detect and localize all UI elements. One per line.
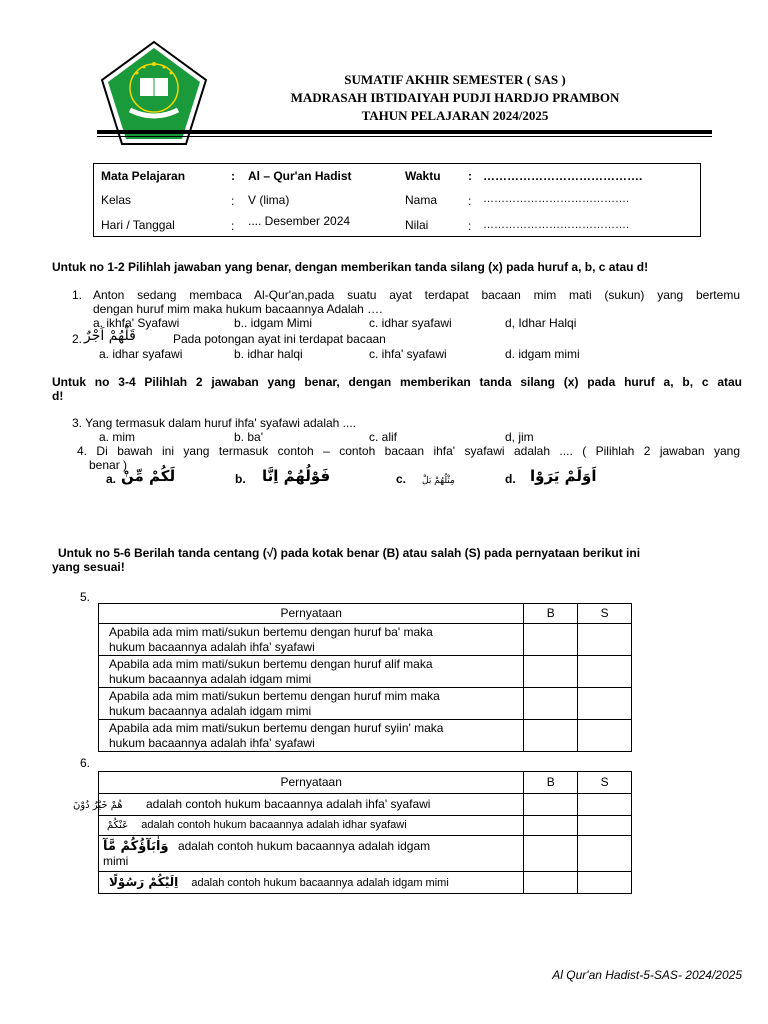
colon: : [231, 194, 235, 208]
q2-option-c[interactable]: c. ihfa' syafawi [369, 347, 447, 361]
q1-option-d[interactable]: d, Idhar Halqi [505, 316, 577, 330]
row-text-cont: mimi [103, 853, 129, 868]
q4-text-line1: 4. Di bawah ini yang termasuk contoh – contoh bacaan ihfa' syafawi adalah .... ( Pilihlah 2 jawaban yang [77, 444, 740, 458]
colon: : [231, 219, 235, 233]
answer-s-box[interactable] [578, 794, 632, 816]
header-rule-thin [97, 136, 712, 137]
q2-number: 2. [72, 332, 83, 346]
col-b: B [524, 772, 578, 794]
q4-option-b-arabic[interactable]: فَوْلُهُمْ اِنَّا [262, 467, 331, 485]
answer-s-box[interactable] [578, 872, 632, 894]
table-row [99, 836, 632, 872]
section3-instruction-line2: yang sesuai! [52, 560, 125, 574]
answer-b-box[interactable] [524, 816, 578, 836]
table-row [99, 624, 632, 656]
statement-cell: Apabila ada mim mati/sukun bertemu dengan huruf alif maka hukum bacaannya adalah idgam mimi [99, 656, 524, 688]
row-arabic: وَاٰبَآؤُكُمْ مَّآ [103, 838, 169, 854]
q1-option-c[interactable]: c. idhar syafawi [369, 316, 452, 330]
q4-option-a-label[interactable]: a. [106, 472, 117, 486]
table-row [99, 656, 632, 688]
statement-cell: Apabila ada mim mati/sukun bertemu dengan huruf syiin' maka hukum bacaannya adalah ihfa' syafawi [99, 720, 524, 752]
table-row [99, 794, 632, 816]
answer-b-box[interactable] [524, 688, 578, 720]
col-s: S [578, 604, 632, 624]
table-row [99, 720, 632, 752]
answer-b-box[interactable] [524, 794, 578, 816]
header-line2: MADRASAH IBTIDAIYAH PUDJI HARDJO PRAMBON [290, 90, 620, 105]
row-text: adalah contoh hukum bacaannya adalah idgam [177, 838, 431, 853]
table-row [99, 688, 632, 720]
q3-option-a[interactable]: a. mim [99, 430, 135, 444]
q1-text-line1: Anton sedang membaca Al-Qur'an,pada suatu ayat terdapat bacaan mim mati (sukun) yang bertemu [93, 288, 740, 302]
q1-option-a[interactable]: a. ikhfa' Syafawi [93, 316, 180, 330]
page-footer: Al Qur'an Hadist-5-SAS- 2024/2025 [552, 968, 742, 982]
answer-s-box[interactable] [578, 816, 632, 836]
colon: : [231, 169, 235, 183]
statement-cell [99, 836, 524, 872]
colon: : [468, 169, 472, 183]
q1-text-line2: dengan huruf mim maka hukum bacaannya Adalah …. [93, 302, 383, 316]
col-b: B [524, 604, 578, 624]
q4-text-line2: benar ) [89, 458, 128, 472]
row-text: adalah contoh hukum bacaannya adalah idgam mimi [191, 876, 449, 889]
q2-option-a[interactable]: a. idhar syafawi [99, 347, 183, 361]
colon: : [468, 219, 472, 233]
answer-b-box[interactable] [524, 836, 578, 872]
waktu-value[interactable]: …………………………………. [483, 169, 643, 183]
section1-instruction: Untuk no 1-2 Pilihlah jawaban yang benar, dengan memberikan tanda silang (x) pada huruf a, b, c atau d! [52, 260, 649, 274]
q2-option-d[interactable]: d. idgam mimi [505, 347, 580, 361]
row-text: adalah contoh hukum bacaannya adalah ihfa' syafawi [145, 796, 431, 811]
colon: : [468, 194, 472, 208]
statement-cell [73, 794, 524, 816]
q2-arabic: قَلْهُمْ اَجْرٌ [84, 328, 136, 344]
row-text: adalah contoh hukum bacaannya adalah idhar syafawi [141, 819, 407, 831]
table-row [99, 816, 632, 836]
header-line3: TAHUN PELAJARAN 2024/2025 [361, 108, 549, 123]
nilai-value[interactable]: …………………………………. [483, 219, 630, 231]
q4-option-a-arabic[interactable]: لَكُمْ مِّنْ [121, 467, 176, 485]
q6-table [73, 771, 632, 894]
q3-option-b[interactable]: b. ba' [234, 430, 263, 444]
q2-text: Pada potongan ayat ini terdapat bacaan [173, 332, 386, 346]
answer-s-box[interactable] [578, 624, 632, 656]
nama-label: Nama [405, 193, 438, 207]
hari-value: .... Desember 2024 [248, 214, 351, 228]
kelas-value: V (lima) [248, 193, 290, 207]
kelas-label: Kelas [101, 193, 132, 207]
answer-s-box[interactable] [578, 688, 632, 720]
row-arabic: هُمْ خَيْرٌ دُوْنَ [73, 799, 123, 811]
statement-cell: Apabila ada mim mati/sukun bertemu dengan huruf mim maka hukum bacaannya adalah idgam mimi [99, 688, 524, 720]
answer-b-box[interactable] [524, 720, 578, 752]
q4-option-d-label[interactable]: d. [505, 472, 516, 486]
q5-table [98, 603, 632, 752]
answer-b-box[interactable] [524, 624, 578, 656]
section3-instruction-line1: Untuk no 5-6 Berilah tanda centang (√) pada kotak benar (B) atau salah (S) pada pernyataan berikut ini [58, 546, 641, 560]
waktu-label: Waktu [405, 169, 441, 183]
statement-cell [99, 816, 524, 836]
nama-value[interactable]: …………………………………. [483, 193, 630, 205]
answer-s-box[interactable] [578, 836, 632, 872]
answer-s-box[interactable] [578, 656, 632, 688]
q3-text: 3. Yang termasuk dalam huruf ihfa' syafawi adalah .... [72, 416, 357, 430]
q1-number: 1. [72, 288, 83, 302]
q5-number: 5. [80, 590, 91, 604]
section2-instruction-line1: Untuk no 3-4 Pilihlah 2 jawaban yang benar, dengan memberikan tanda silang (x) pada huruf a, b, c atau [52, 375, 742, 389]
q2-option-b[interactable]: b. idhar halqi [234, 347, 303, 361]
q4-option-d-arabic[interactable]: اَوَلَمْ يَرَوْا [530, 467, 597, 485]
q4-option-c-arabic[interactable]: مِثْلُهُمْ بَلْ [422, 476, 455, 486]
answer-s-box[interactable] [578, 720, 632, 752]
q4-option-c-label[interactable]: c. [396, 472, 407, 486]
header-rule [97, 130, 712, 134]
mapel-value: Al – Qur'an Hadist [248, 169, 352, 183]
row-arabic: عَنْكُمْ [107, 820, 129, 831]
header-line1: SUMATIF AKHIR SEMESTER ( SAS ) [344, 72, 566, 87]
statement-cell: Apabila ada mim mati/sukun bertemu dengan huruf ba' maka hukum bacaannya adalah ihfa' syafawi [99, 624, 524, 656]
section2-instruction-line2: d! [52, 389, 64, 403]
q1-option-b[interactable]: b.. idgam Mimi [234, 316, 313, 330]
student-info-box [93, 163, 701, 237]
q3-option-d[interactable]: d, jim [505, 430, 534, 444]
q4-option-b-label[interactable]: b. [235, 472, 246, 486]
col-s: S [578, 772, 632, 794]
answer-b-box[interactable] [524, 656, 578, 688]
statement-cell [99, 872, 524, 894]
col-pernyataan: Pernyataan [99, 604, 524, 624]
row-arabic: اِلَيْكُمْ رَسُوْلًا [109, 874, 179, 889]
q6-number: 6. [80, 756, 91, 770]
nilai-label: Nilai [405, 218, 429, 232]
hari-label: Hari / Tanggal [101, 218, 175, 232]
q3-option-c[interactable]: c. alif [369, 430, 398, 444]
mapel-label: Mata Pelajaran [101, 169, 186, 183]
col-pernyataan: Pernyataan [99, 772, 524, 794]
table-row [99, 872, 632, 894]
answer-b-box[interactable] [524, 872, 578, 894]
